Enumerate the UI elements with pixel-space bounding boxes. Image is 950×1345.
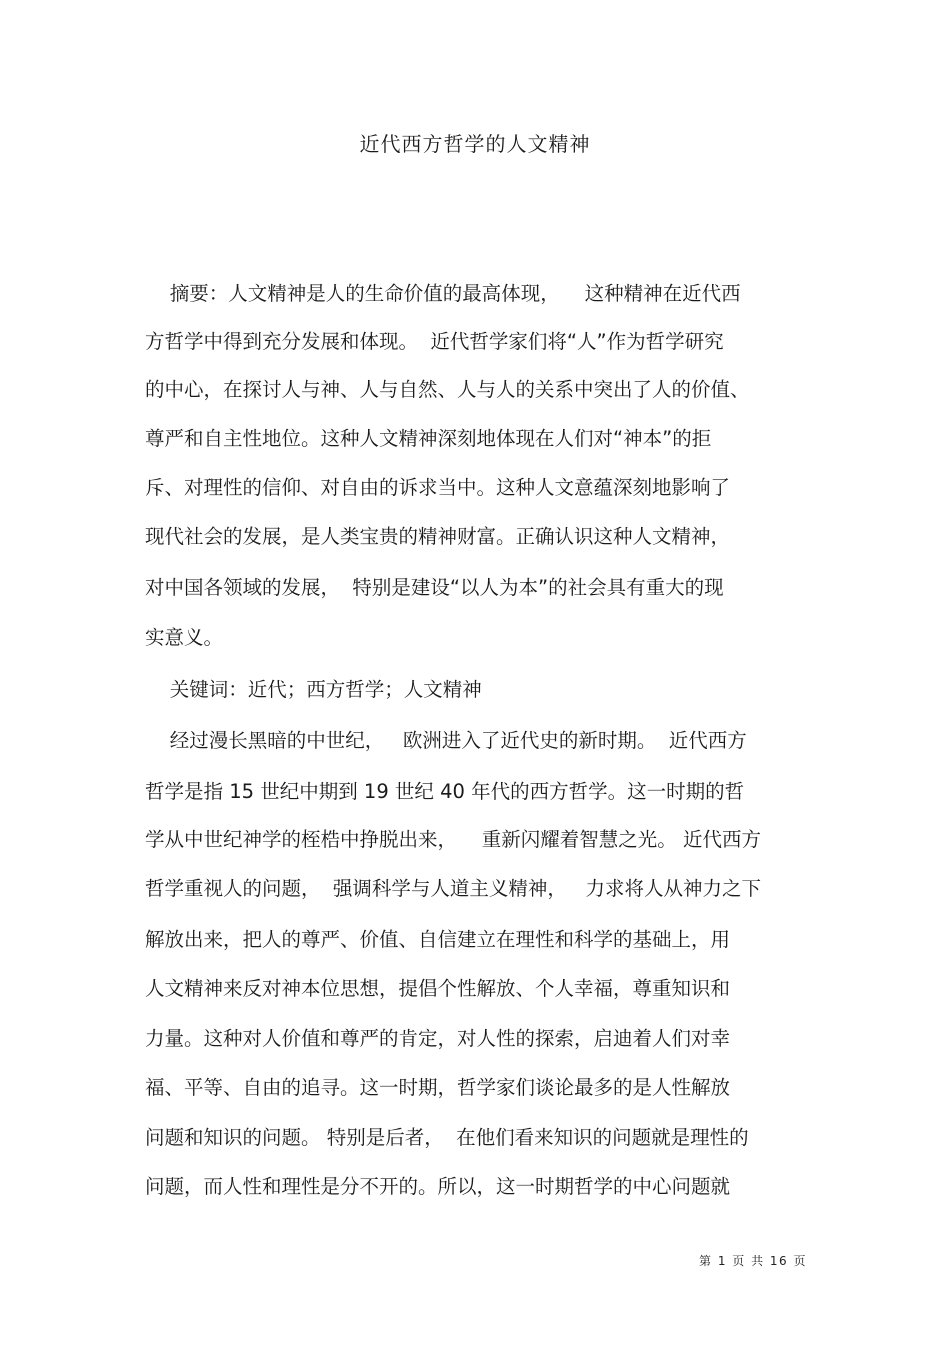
text-line: 哲学是指 15 世纪中期到 19 世纪 40 年代的西方哲学。这一时期的哲: [145, 780, 745, 803]
text-line: 哲学重视人的问题， 强调科学与人道主义精神， 力求将人从神力之下: [145, 877, 761, 900]
text-line: 尊严和自主性地位。这种人文精神深刻地体现在人们对“神本”的拒: [145, 427, 712, 450]
text-line: 实意义。: [145, 626, 224, 649]
text-line: 福、平等、自由的追寻。这一时期，哲学家们谈论最多的是人性解放: [145, 1076, 731, 1099]
keywords-line: 关键词：近代；西方哲学；人文精神: [145, 678, 482, 701]
text-line: 学从中世纪神学的桎梏中挣脱出来， 重新闪耀着智慧之光。 近代西方: [145, 828, 761, 851]
text-line: 方哲学中得到充分发展和体现。 近代哲学家们将“人”作为哲学研究: [145, 330, 724, 353]
text-line: 摘要：人文精神是人的生命价值的最高体现， 这种精神在近代西: [145, 282, 741, 305]
document-title: 近代西方哲学的人文精神: [359, 132, 591, 156]
text-line: 问题，而人性和理性是分不开的。所以，这一时期哲学的中心问题就: [145, 1175, 731, 1198]
text-line: 解放出来，把人的尊严、价值、自信建立在理性和科学的基础上，用: [145, 928, 731, 951]
text-line: 人文精神来反对神本位思想，提倡个性解放、个人幸福，尊重知识和: [145, 977, 731, 1000]
text-line: 问题和知识的问题。 特别是后者， 在他们看来知识的问题就是理性的: [145, 1126, 749, 1149]
text-line: 斥、对理性的信仰、对自由的诉求当中。这种人文意蕴深刻地影响了: [145, 476, 731, 499]
text-line: 的中心，在探讨人与神、人与自然、人与人的关系中突出了人的价值、: [145, 378, 750, 401]
text-line: 现代社会的发展，是人类宝贵的精神财富。正确认识这种人文精神，: [145, 525, 731, 548]
text-line: 对中国各领域的发展， 特别是建设“以人为本”的社会具有重大的现: [145, 576, 724, 599]
text-line: 经过漫长黑暗的中世纪， 欧洲进入了近代史的新时期。 近代西方: [145, 729, 747, 752]
page-number-footer: 第 1 页 共 16 页: [699, 1254, 807, 1268]
text-line: 力量。这种对人价值和尊严的肯定，对人性的探索，启迪着人们对幸: [145, 1027, 731, 1050]
